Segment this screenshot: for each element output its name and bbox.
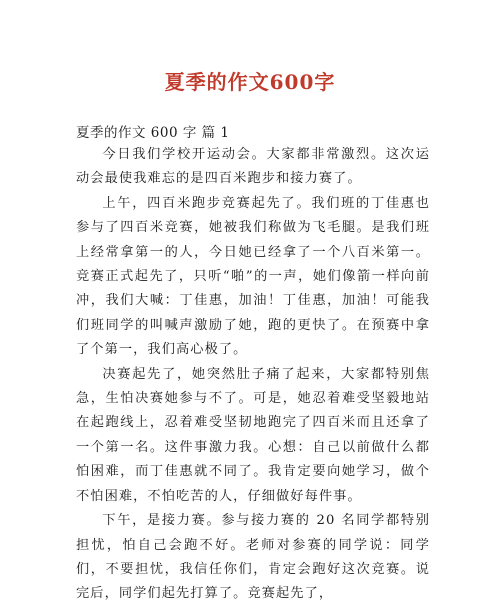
paragraph: 今日我们学校开运动会。大家都非常激烈。这次运动会最使我难忘的是四百米跑步和接力赛了。 bbox=[76, 147, 430, 187]
paragraph: 下午，是接力赛。参与接力赛的 20 名同学都特别担忧，怕自己会跑不好。老师对参赛的同学说：同学们，不要担忧，我信任你们，肯定会跑好这次竞赛。说完后，同学们起先打算了。竞赛起先了， bbox=[76, 513, 430, 602]
document-title: 夏季的作文600字 bbox=[164, 70, 336, 94]
paragraph: 决赛起先了，她突然肚子痛了起来，大家都特别焦急，生怕决赛她参与不了。可是，她忍着难受坚毅地站在起跑线上，忍着难受坚韧地跑完了四百米而且还拿了一个第一名。这件事激力我。心想：自己以前做什么都怕困难，而丁佳惠就不同了。我肯定要向她学习，做个不怕困难，不怕吃苦的人，仔细做好每件事。 bbox=[76, 366, 430, 504]
paragraph: 上午，四百米跑步竞赛起先了。我们班的丁佳惠也参与了四百米竞赛，她被我们称做为飞毛腿。是我们班上经常拿第一的人，今日她已经拿了一个八百米第一。竞赛正式起先了，只听“啪”的一声，她们像箭一样向前冲，我们大喊：丁佳惠，加油！丁佳惠，加油！可能我们班同学的叫喊声激励了她，跑的更快了。在预赛中拿了个第一，我们高心极了。 bbox=[76, 195, 430, 358]
essay-heading: 夏季的作文 600 字 篇 1 bbox=[76, 125, 230, 141]
essay-body bbox=[76, 143, 430, 607]
